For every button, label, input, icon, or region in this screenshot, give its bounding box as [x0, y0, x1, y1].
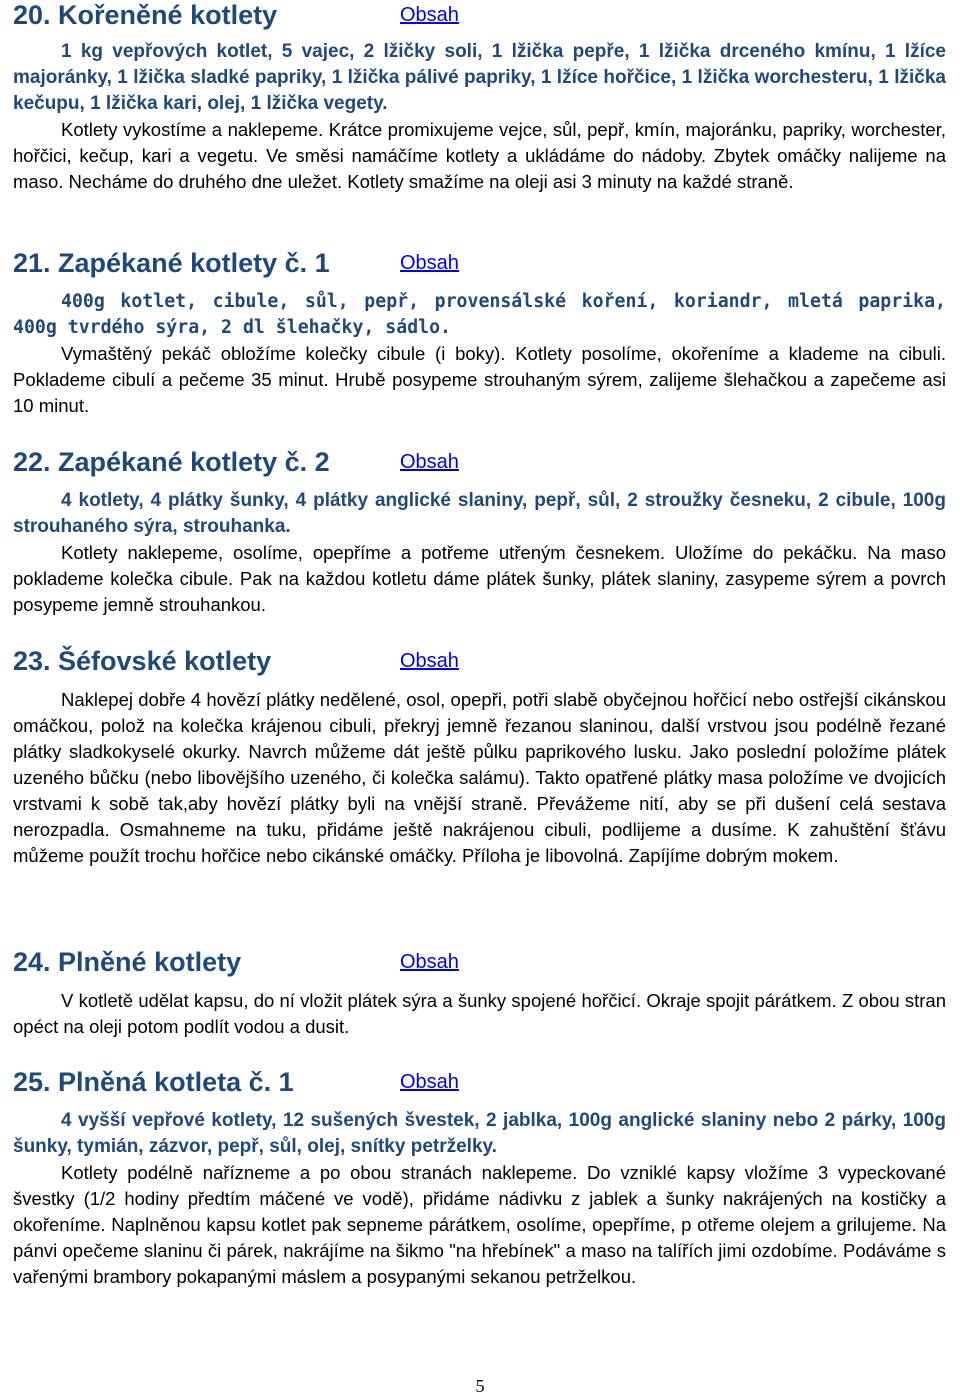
ingredients: 1 kg vepřových kotlet, 5 vajec, 2 lžičky soli, 1 lžička pepře, 1 lžička drceného kmínu, 1 lžíce majoránky, 1 lžička sladké papriky, 1 lžička pálivé papriky, 1 lžíce hořčice, 1 lžička worchesteru, 1 lžička kečupu, 1 lžička kari, olej, 1 lžička vegety. [13, 41, 946, 114]
recipe-title [13, 646, 946, 677]
toc-link[interactable]: Obsah [400, 4, 459, 26]
instructions: Naklepej dobře 4 hovězí plátky nedělené, osol, opepři, potři slabě obyčejnou hořčicí nebo ostřejší cikánskou omáčkou, polož na kolečka krájenou cibuli, překryj jemně řezanou slaninou, další vrstvou jsou podélně řezané plátky sladkokyselé okurky. Navrch můžeme dát ještě půlku paprikového lusku. Jako poslední položíme plátek uzeného bůčku (nebo libovějšího uzeného, či kolečka salámu). Takto opatřené plátky masa položíme ve dvojicích vrstvami k sobě tak,aby hovězí plátky byli na vnější straně. Převážeme nití, aby se při dušení celá sestava nerozpadla. Osmahneme na tuku, přidáme ještě nakrájenou cibuli, podlijeme a dusíme. K zahuštění šťávu můžeme použít trochu hořčice nebo cikánské omáčky. Příloha je libovolná. Zapíjíme dobrým mokem. [13, 689, 946, 866]
recipe-title-text: 22. Zapékané kotlety č. 2 [13, 447, 330, 477]
instructions: Kotlety podélně nařízneme a po obou stranách naklepeme. Do vzniklé kapsy vložíme 3 vypeckované švestky (1/2 hodiny předtím máčené ve vodě), přidáme nádivku z jablek a šunky nakrájených na kostičky a okořeníme. Naplněnou kapsu kotlet pak sepneme párátkem, osolíme, opepříme, p otřeme olejem a grilujeme. Na pánvi opečeme slaninu či párek, nakrájíme na šikmo "na hřebínek" a maso na talířích jimi ozdobíme. Podáváme s vařenými brambory pokapanými máslem a posypanými sekanou petrželkou. [13, 1162, 946, 1287]
instructions: V kotletě udělat kapsu, do ní vložit plátek sýra a šunky spojené hořčicí. Okraje spojit párátkem. Z obou stran opéct na oleji potom podlít vodou a dusit. [13, 990, 946, 1037]
toc-link[interactable]: Obsah [400, 451, 459, 473]
toc-link[interactable]: Obsah [400, 650, 459, 672]
recipe-title-text: 24. Plněné kotlety [13, 947, 242, 977]
instructions: Vymaštěný pekáč obložíme kolečky cibule (i boky). Kotlety posolíme, okořeníme a klademe na cibuli. Poklademe cibulí a pečeme 35 minut. Hrubě posypeme strouhaným sýrem, zalijeme šlehačkou a zapečeme asi 10 minut. [13, 343, 946, 416]
recipe-title-text: 23. Šéfovské kotlety [13, 646, 272, 676]
ingredients: 4 vyšší vepřové kotlety, 12 sušených švestek, 2 jablka, 100g anglické slaniny nebo 2 párky, 100g šunky, tymián, zázvor, pepř, sůl, olej, snítky petrželky. [13, 1110, 946, 1157]
instructions: Kotlety vykostíme a naklepeme. Krátce promixujeme vejce, sůl, pepř, kmín, majoránku, papriky, worchester, hořčici, kečup, kari a vegetu. Ve směsi namáčíme kotlety a ukládáme do nádoby. Zbytek omáčky nalijeme na maso. Necháme do druhého dne uležet. Kotlety smažíme na oleji asi 3 minuty na každé straně. [13, 119, 946, 192]
ingredients: 400g kotlet, cibule, sůl, pepř, provensálské koření, koriandr, mletá paprika, 400g tvrdého sýra, 2 dl šlehačky, sádlo. [13, 291, 946, 338]
recipe-title [13, 248, 946, 279]
recipe-title [13, 447, 946, 478]
toc-link[interactable]: Obsah [400, 252, 459, 274]
recipe-title [13, 1067, 946, 1098]
toc-link[interactable]: Obsah [400, 951, 459, 973]
recipe-title-text: 25. Plněná kotleta č. 1 [13, 1067, 294, 1097]
recipe-title [13, 947, 946, 978]
page-number: 5 [475, 1376, 485, 1396]
recipe-title [13, 0, 946, 31]
recipe-20 [13, 0, 946, 195]
instructions: Kotlety naklepeme, osolíme, opepříme a potřeme utřeným česnekem. Uložíme do pekáčku. Na maso poklademe kolečka cibule. Pak na každou kotletu dáme plátek šunky, plátek slaniny, zasypeme sýrem a povrch posypeme jemně strouhankou. [13, 542, 946, 615]
recipe-title-text: 21. Zapékané kotlety č. 1 [13, 248, 330, 278]
recipe-24 [13, 947, 946, 1040]
recipe-25 [13, 1067, 946, 1290]
toc-link[interactable]: Obsah [400, 1071, 459, 1093]
ingredients: 4 kotlety, 4 plátky šunky, 4 plátky anglické slaniny, pepř, sůl, 2 stroužky česneku, 2 cibule, 100g strouhaného sýra, strouhanka. [13, 490, 946, 537]
recipe-23 [13, 646, 946, 869]
recipe-title-text: 20. Kořeněné kotlety [13, 0, 278, 30]
recipe-22 [13, 447, 946, 618]
recipe-21 [13, 248, 946, 419]
